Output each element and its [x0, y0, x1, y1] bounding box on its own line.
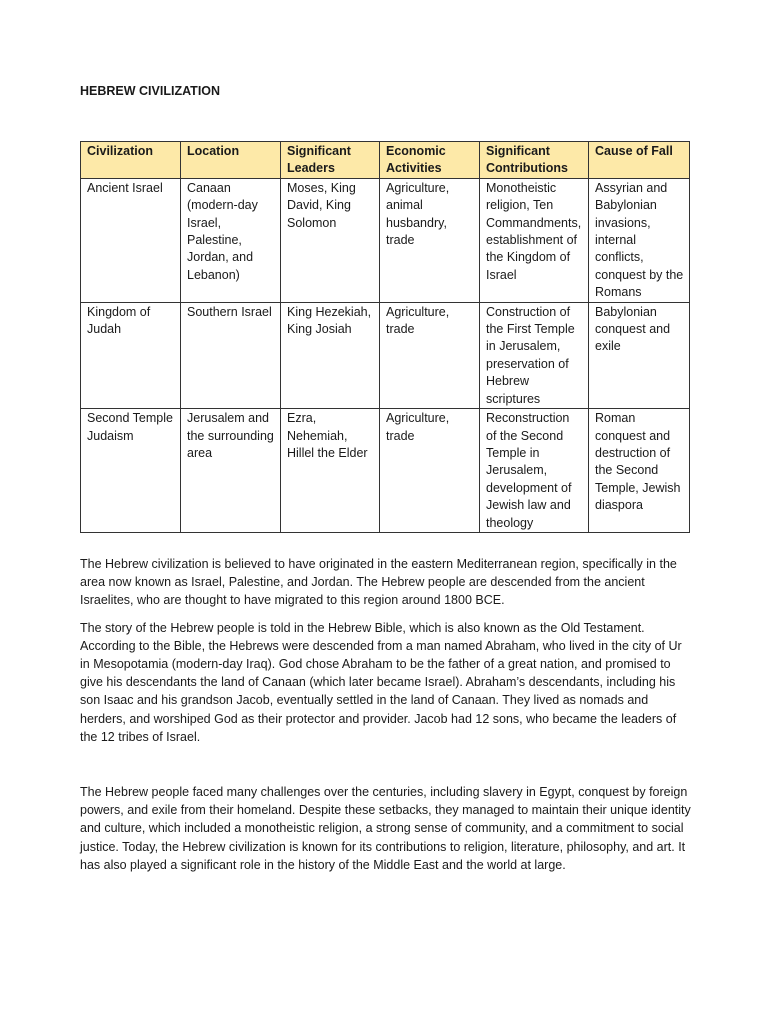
cell-civilization: Kingdom of Judah [81, 302, 181, 408]
table-header-row [81, 142, 690, 179]
header-location: Location [181, 142, 281, 179]
cell-cause-of-fall: Roman conquest and destruction of the Second Temple, Jewish diaspora [589, 409, 690, 533]
cell-civilization: Second Temple Judaism [81, 409, 181, 533]
cell-economic-activities: Agriculture, animal husbandry, trade [380, 178, 480, 302]
body-text [80, 555, 692, 883]
cell-leaders: Moses, King David, King Solomon [281, 178, 380, 302]
cell-cause-of-fall: Babylonian conquest and exile [589, 302, 690, 408]
cell-civilization: Ancient Israel [81, 178, 181, 302]
header-cause-of-fall: Cause of Fall [589, 142, 690, 179]
paragraph-origins: The Hebrew civilization is believed to have originated in the eastern Mediterranean region, specifically in the area now known as Israel, Palestine, and Jordan. The Hebrew people are descended from the ancient Israelites, who are thought to have migrated to this region around 1800 BCE. [80, 557, 677, 608]
header-economic-activities: Economic Activities [380, 142, 480, 179]
cell-location: Jerusalem and the surrounding area [181, 409, 281, 533]
cell-economic-activities: Agriculture, trade [380, 302, 480, 408]
table-row [81, 302, 690, 408]
paragraph-challenges: The Hebrew people faced many challenges over the centuries, including slavery in Egypt, conquest by foreign powers, and exile from their homeland. Despite these setbacks, they managed to maintain their unique identity and culture, which included a monotheistic religion, a strong sense of community, and a commitment to social justice. Today, the Hebrew civilization is known for its contributions to religion, literature, philosophy, and art. It has also played a significant role in the history of the Middle East and the world at large. [80, 785, 691, 872]
cell-leaders: King Hezekiah, King Josiah [281, 302, 380, 408]
civilization-table [80, 141, 690, 533]
cell-contributions: Monotheistic religion, Ten Commandments, establishment of the Kingdom of Israel [480, 178, 589, 302]
paragraph-bible-story: The story of the Hebrew people is told in the Hebrew Bible, which is also known as the Old Testament. According to the Bible, the Hebrews were descended from a man named Abraham, who lived in the city of Ur in Mesopotamia (modern-day Iraq). God chose Abraham to be the father of a great nation, and promised to give his descendants the land of Canaan (which later became Israel). Abraham’s descendants, including his son Isaac and his grandson Jacob, eventually settled in the land of Canaan. They lived as nomads and herders, and worshiped God as their protector and provider. Jacob had 12 sons, who became the leaders of the 12 tribes of Israel. [80, 620, 682, 744]
table-row [81, 409, 690, 533]
header-civilization: Civilization [81, 142, 181, 179]
cell-economic-activities: Agriculture, trade [380, 409, 480, 533]
header-significant-leaders: Significant Leaders [281, 142, 380, 179]
cell-location: Southern Israel [181, 302, 281, 408]
cell-leaders: Ezra, Nehemiah, Hillel the Elder [281, 409, 380, 533]
cell-contributions: Reconstruction of the Second Temple in Jerusalem, development of Jewish law and theology [480, 409, 589, 533]
cell-contributions: Construction of the First Temple in Jerusalem, preservation of Hebrew scriptures [480, 302, 589, 408]
document-title: HEBREW CIVILIZATION [80, 84, 221, 98]
cell-location: Canaan (modern-day Israel, Palestine, Jordan, and Lebanon) [181, 178, 281, 302]
table-row [81, 178, 690, 302]
cell-cause-of-fall: Assyrian and Babylonian invasions, internal conflicts, conquest by the Romans [589, 178, 690, 302]
header-significant-contributions: Significant Contributions [480, 142, 589, 179]
